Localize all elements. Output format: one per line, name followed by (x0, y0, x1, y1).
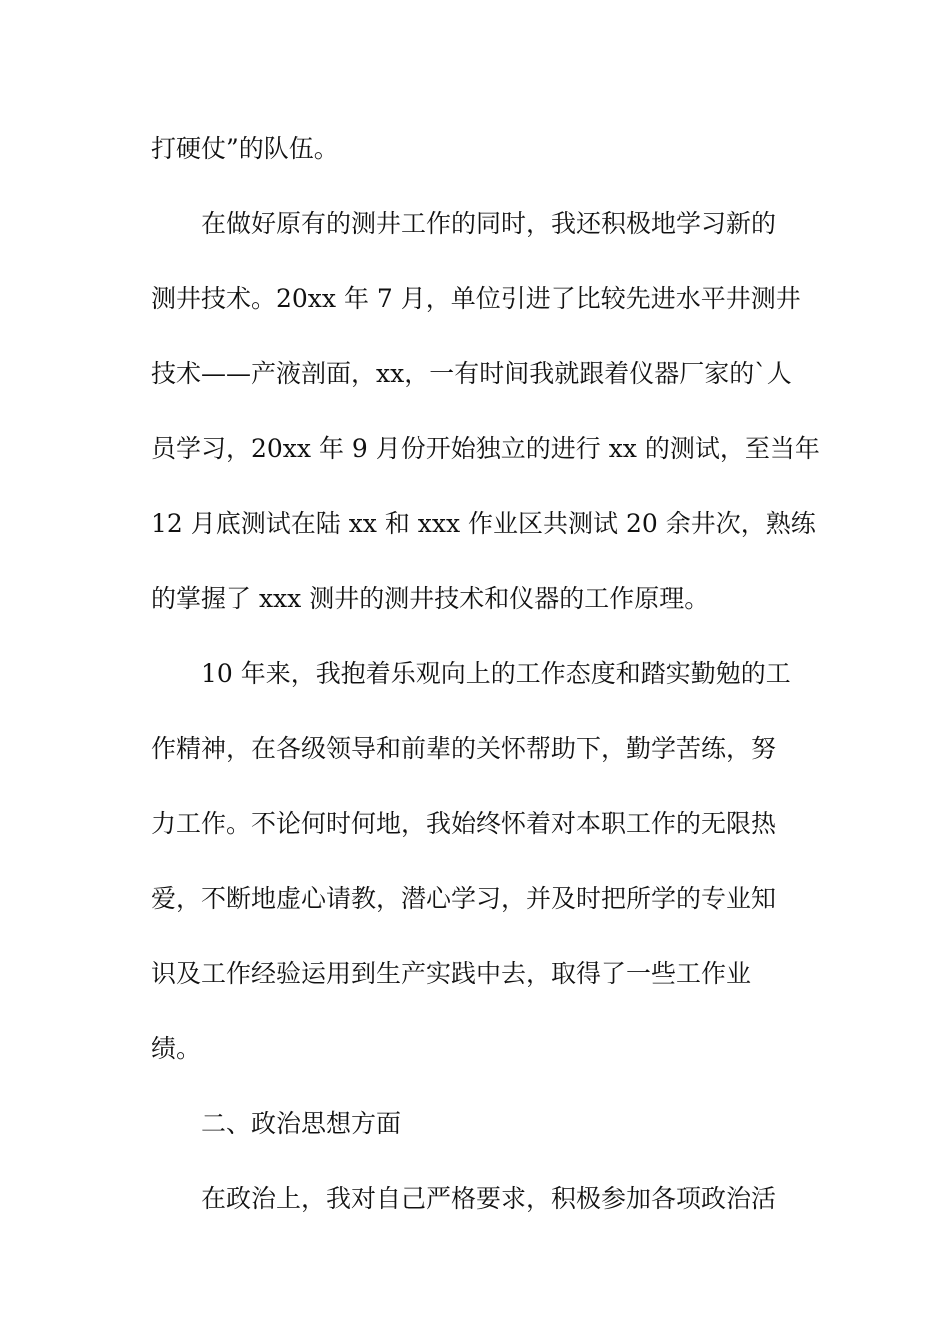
text-line: 的掌握了 xxx 测井的测井技术和仪器的工作原理。 (151, 584, 710, 613)
text-line: 10 年来，我抱着乐观向上的工作态度和踏实勤勉的工 (201, 659, 791, 688)
text-line: 爱，不断地虚心请教，潜心学习，并及时把所学的专业知 (151, 884, 777, 913)
section-heading: 二、政治思想方面 (201, 1109, 402, 1138)
text-line: 识及工作经验运用到生产实践中去，取得了一些工作业 (151, 959, 752, 988)
text-line: 员学习，20xx 年 9 月份开始独立的进行 xx 的测试，至当年 (151, 434, 820, 463)
text-line: 技术——产液剖面，xx，一有时间我就跟着仪器厂家的`人 (151, 359, 792, 388)
text-line: 打硬仗”的队伍。 (151, 134, 339, 163)
text-line: 12 月底测试在陆 xx 和 xxx 作业区共测试 20 余井次，熟练 (151, 509, 816, 538)
text-line: 绩。 (151, 1034, 202, 1063)
text-line: 在做好原有的测井工作的同时，我还积极地学习新的 (201, 209, 777, 238)
text-line: 测井技术。20xx 年 7 月，单位引进了比较先进水平井测井 (151, 284, 801, 313)
text-line: 在政治上，我对自己严格要求，积极参加各项政治活 (201, 1184, 777, 1213)
text-line: 力工作。不论何时何地，我始终怀着对本职工作的无限热 (151, 809, 777, 838)
text-line: 作精神，在各级领导和前辈的关怀帮助下，勤学苦练，努 (151, 734, 777, 763)
